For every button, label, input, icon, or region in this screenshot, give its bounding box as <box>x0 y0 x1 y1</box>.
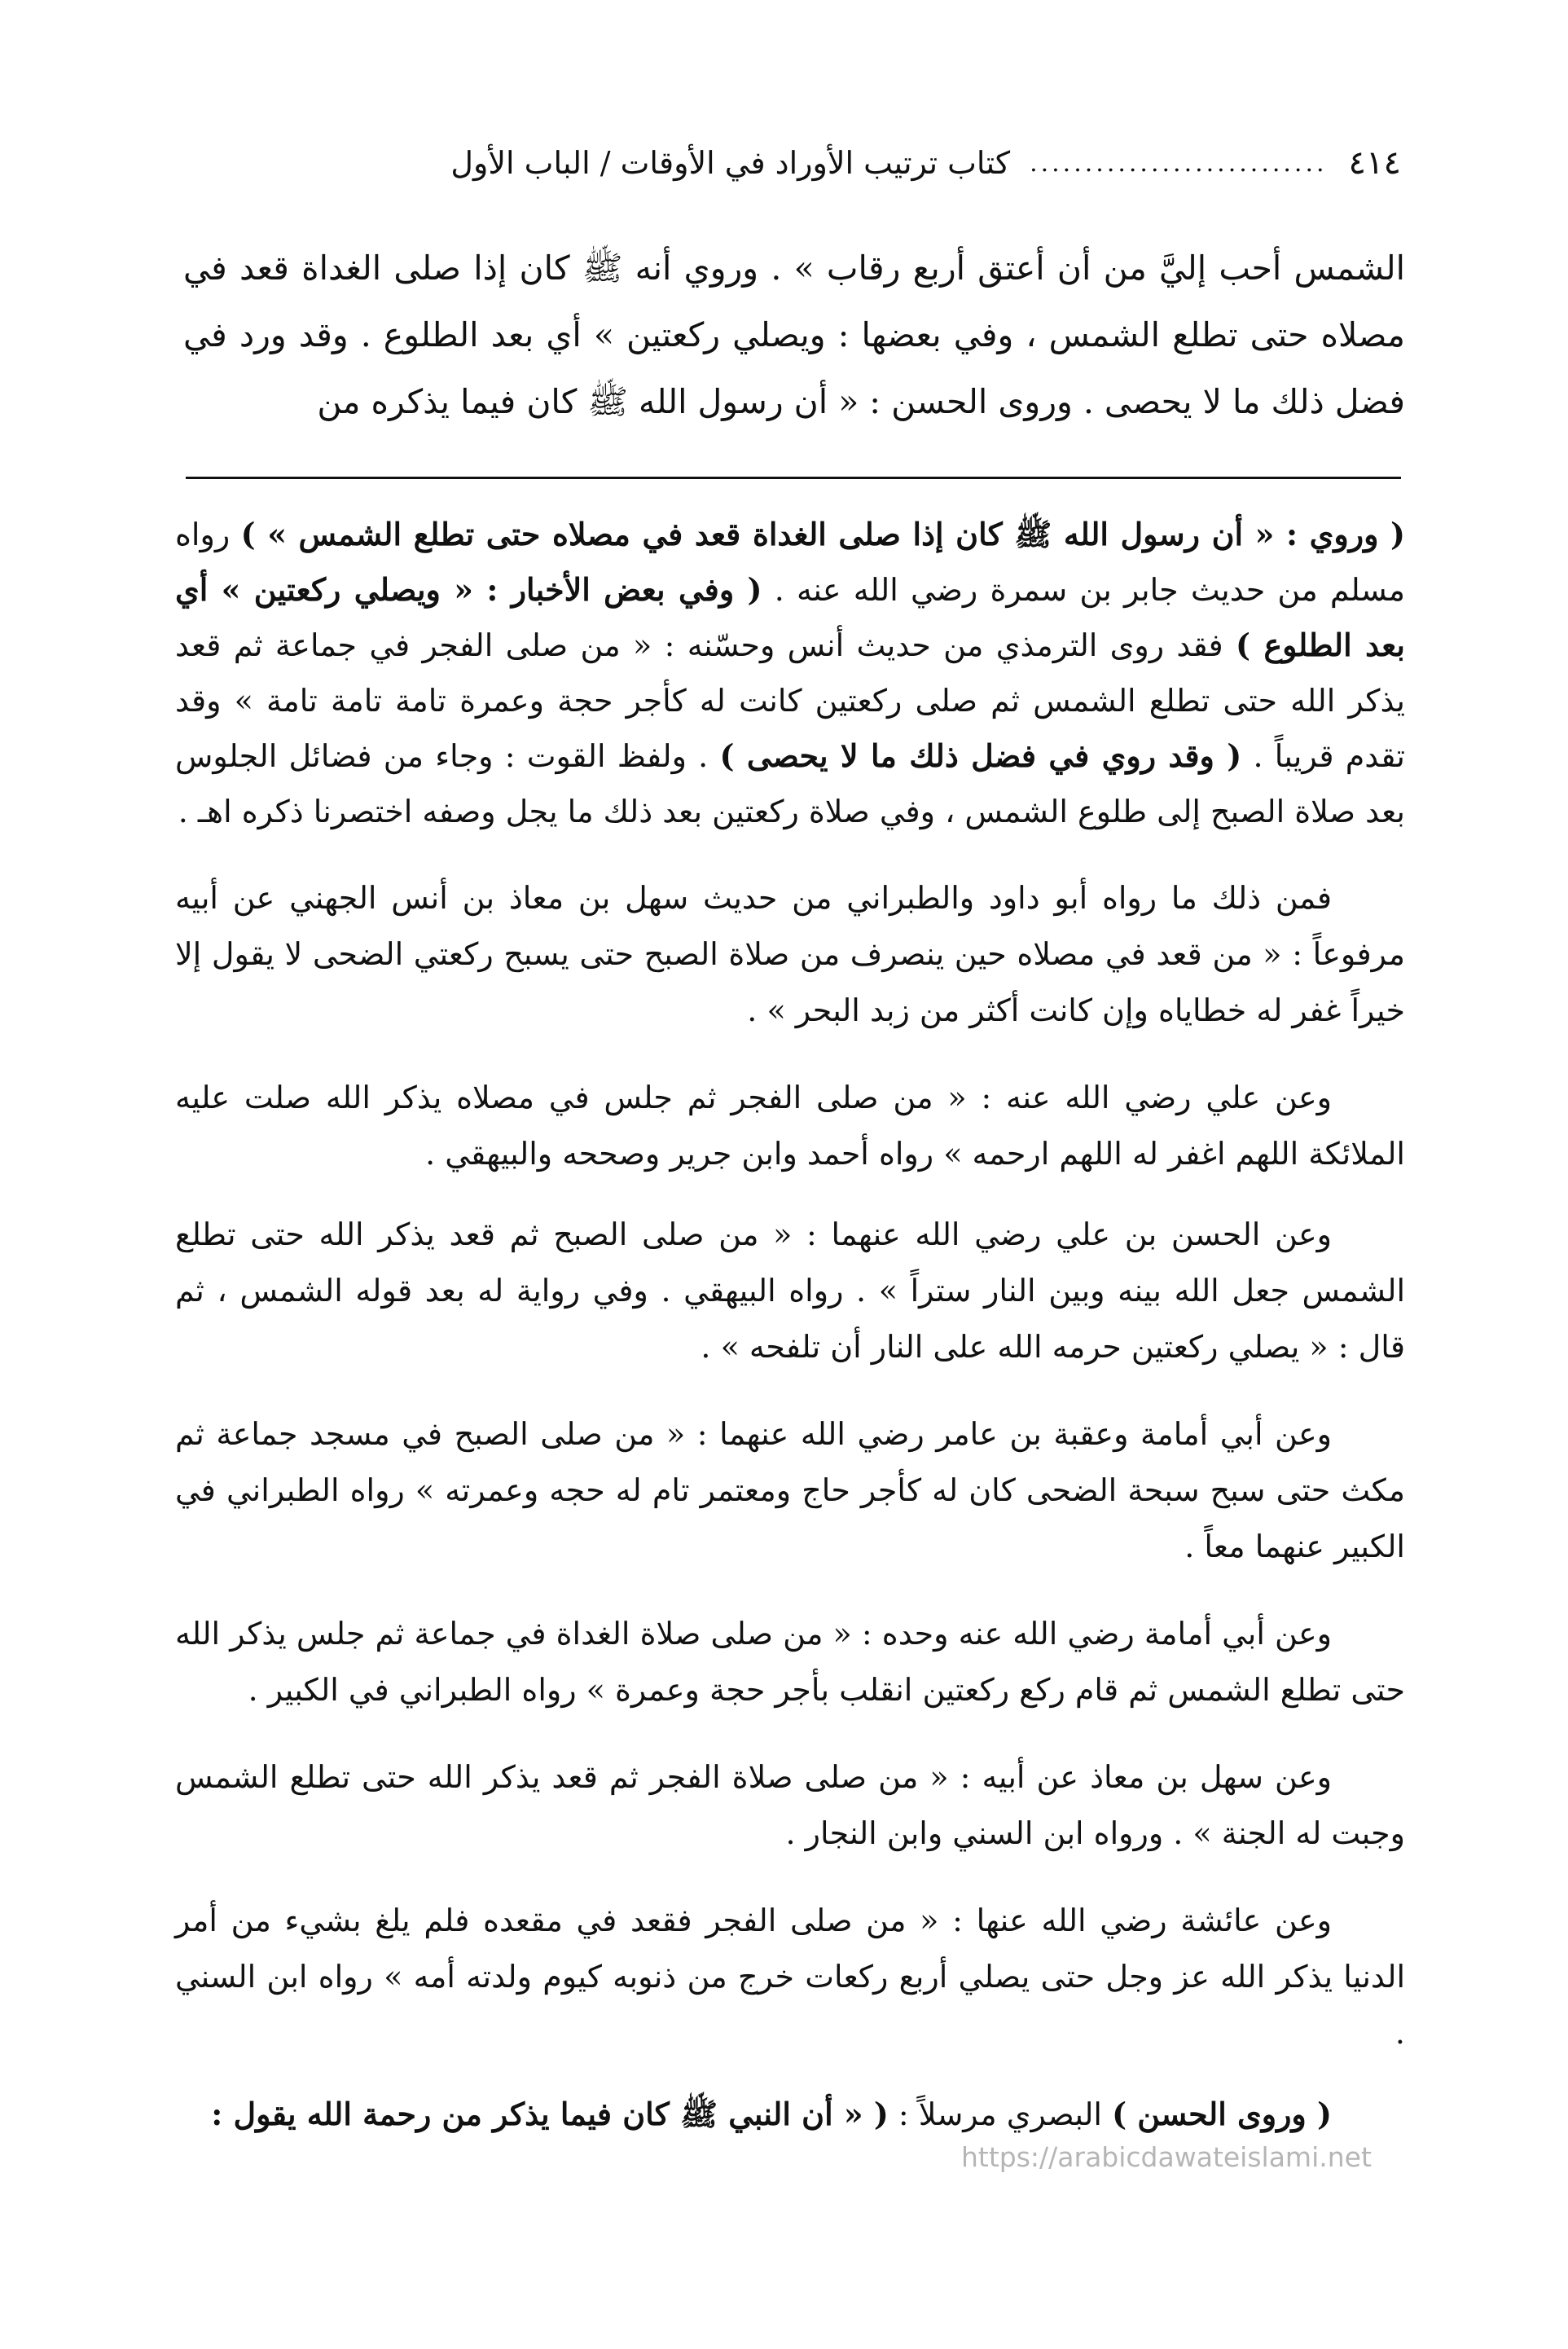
commentary-paragraph <box>175 870 1405 1039</box>
commentary-paragraph <box>175 2086 1405 2143</box>
commentary-text: وعن أبي أمامة رضي الله عنه وحده : « من صلى صلاة الغداة في جماعة ثم جلس يذكر الله حتى تطلع الشمس ثم قام ركع ركعتين انقلب بأجر حجة وعمرة » رواه الطبراني في الكبير . <box>175 1616 1405 1708</box>
paragraph-indent <box>1332 1216 1405 1252</box>
commentary-paragraph <box>175 1070 1405 1182</box>
paragraph-gap <box>175 1039 1405 1070</box>
commentary-text: وعن علي رضي الله عنه : « من صلى الفجر ثم جلس في مصلاه يذكر الله صلت عليه الملائكة اللهم اغفر له اللهم ارحمه » رواه أحمد وابن جرير وصححه والبيهقي . <box>175 1080 1405 1172</box>
commentary-paragraph <box>175 1893 1405 2061</box>
paragraph-gap <box>175 839 1405 870</box>
paragraph-indent <box>1332 1759 1405 1795</box>
header-title: كتاب ترتيب الأوراد في الأوقات / الباب الأول <box>450 145 1011 181</box>
commentary-text: وعن الحسن بن علي رضي الله عنهما : « من صلى الصبح ثم قعد يذكر الله حتى تطلع الشمس جعل الله بينه وبين النار ستراً » . رواه البيهقي . وفي رواية له بعد قوله الشمس ، ثم قال : « يصلي ركعتين حرمه الله على النار أن تلفحه » . <box>175 1216 1405 1365</box>
commentary-text: رواه مسلم من حديث جابر بن سمرة رضي الله عنه . <box>175 517 1406 608</box>
quoted-text: ( وروى الحسن ) <box>1112 2096 1332 2132</box>
quoted-text: ( وفي بعض الأخبار : « ويصلي ركعتين » أي بعد الطلوع ) <box>175 571 1405 663</box>
paragraph-indent <box>1332 1616 1405 1652</box>
paragraph-indent <box>1332 1080 1405 1115</box>
paragraph-gap <box>175 1375 1405 1406</box>
paragraph-indent <box>1332 880 1405 916</box>
paragraph-gap <box>175 2061 1405 2086</box>
commentary-text: فقد روى الترمذي من حديث أنس وحسّنه : « من صلى الفجر في جماعة ثم قعد يذكر الله حتى تطلع الشمس ثم صلى ركعتين كانت له كأجر حجة وعمرة تامة تامة تامة » وقد تقدم قريباً . <box>175 627 1406 774</box>
commentary-text: فمن ذلك ما رواه أبو داود والطبراني من حديث سهل بن معاذ بن أنس الجهني عن أبيه مرفوعاً : « من قعد في مصلاه حين ينصرف من صلاة الصبح حتى يسبح ركعتي الضحى لا يقول إلا خيراً غفر له خطاياه وإن كانت أكثر من زبد البحر » . <box>175 880 1405 1028</box>
paragraph-indent <box>1332 1416 1405 1452</box>
commentary-paragraph <box>175 507 1405 839</box>
page-number: ٤١٤ <box>1348 144 1401 182</box>
commentary-text: . ولفظ القوت : وجاء من فضائل الجلوس بعد صلاة الصبح إلى طلوع الشمس ، وفي صلاة ركعتين بعد ذلك ما يجل وصفه اختصرنا ذكره اهـ . <box>175 738 1405 829</box>
commentary-text: وعن أبي أمامة وعقبة بن عامر رضي الله عنهما : « من صلى الصبح في مسجد جماعة ثم مكث حتى سبح سبحة الضحى كان له كأجر حاج ومعتمر تام له حجه وعمرته » رواه الطبراني في الكبير عنهما معاً . <box>175 1416 1405 1564</box>
commentary-text: وعن عائشة رضي الله عنها : « من صلى الفجر فقعد في مقعده فلم يلغ بشيء من أمر الدنيا يذكر الله عز وجل حتى يصلي أربع ركعات خرج من ذنوبه كيوم ولدته أمه » رواه ابن السني . <box>175 1903 1405 2051</box>
paragraph-gap <box>175 1575 1405 1606</box>
commentary-paragraph <box>175 1406 1405 1575</box>
commentary-text: وعن سهل بن معاذ عن أبيه : « من صلى صلاة الفجر ثم قعد يذكر الله حتى تطلع الشمس وجبت له الجنة » . ورواه ابن السني وابن النجار . <box>175 1759 1405 1851</box>
paragraph-gap <box>175 1862 1405 1893</box>
paragraph-gap <box>175 1182 1405 1207</box>
commentary-text: البصري مرسلاً : <box>888 2096 1113 2132</box>
commentary <box>175 507 1405 2143</box>
quoted-text: ( « أن النبي ﷺ كان فيما يذكر من رحمة الله يقول : <box>211 2096 889 2132</box>
quoted-text: ( وروي : « أن رسول الله ﷺ كان إذا صلى الغداة قعد في مصلاه حتى تطلع الشمس » ) <box>240 516 1405 552</box>
header-leader-dots: ........................... <box>1030 148 1328 178</box>
paragraph-gap <box>175 1718 1405 1749</box>
watermark-url: https://arabicdawateislami.net <box>961 2141 1372 2173</box>
main-text: الشمس أحب إليَّ من أن أعتق أربع رقاب » . وروي أنه ﷺ كان إذا صلى الغداة قعد في مصلاه حتى تطلع الشمس ، وفي بعضها : ويصلي ركعتين » أي بعد الطلوع . وقد ورد في فضل ذلك ما لا يحصى . وروى الحسن : « أن رسول الله ﷺ كان فيما يذكره من <box>183 249 1405 421</box>
separator-rule <box>186 477 1401 479</box>
commentary-paragraph <box>175 1207 1405 1375</box>
commentary-paragraph <box>175 1606 1405 1718</box>
paragraph-indent <box>1332 1903 1405 1938</box>
commentary-paragraph <box>175 1749 1405 1862</box>
quoted-text: ( وقد روي في فضل ذلك ما لا يحصى ) <box>719 737 1242 774</box>
running-header <box>175 134 1401 191</box>
paragraph-indent <box>1332 2096 1405 2132</box>
